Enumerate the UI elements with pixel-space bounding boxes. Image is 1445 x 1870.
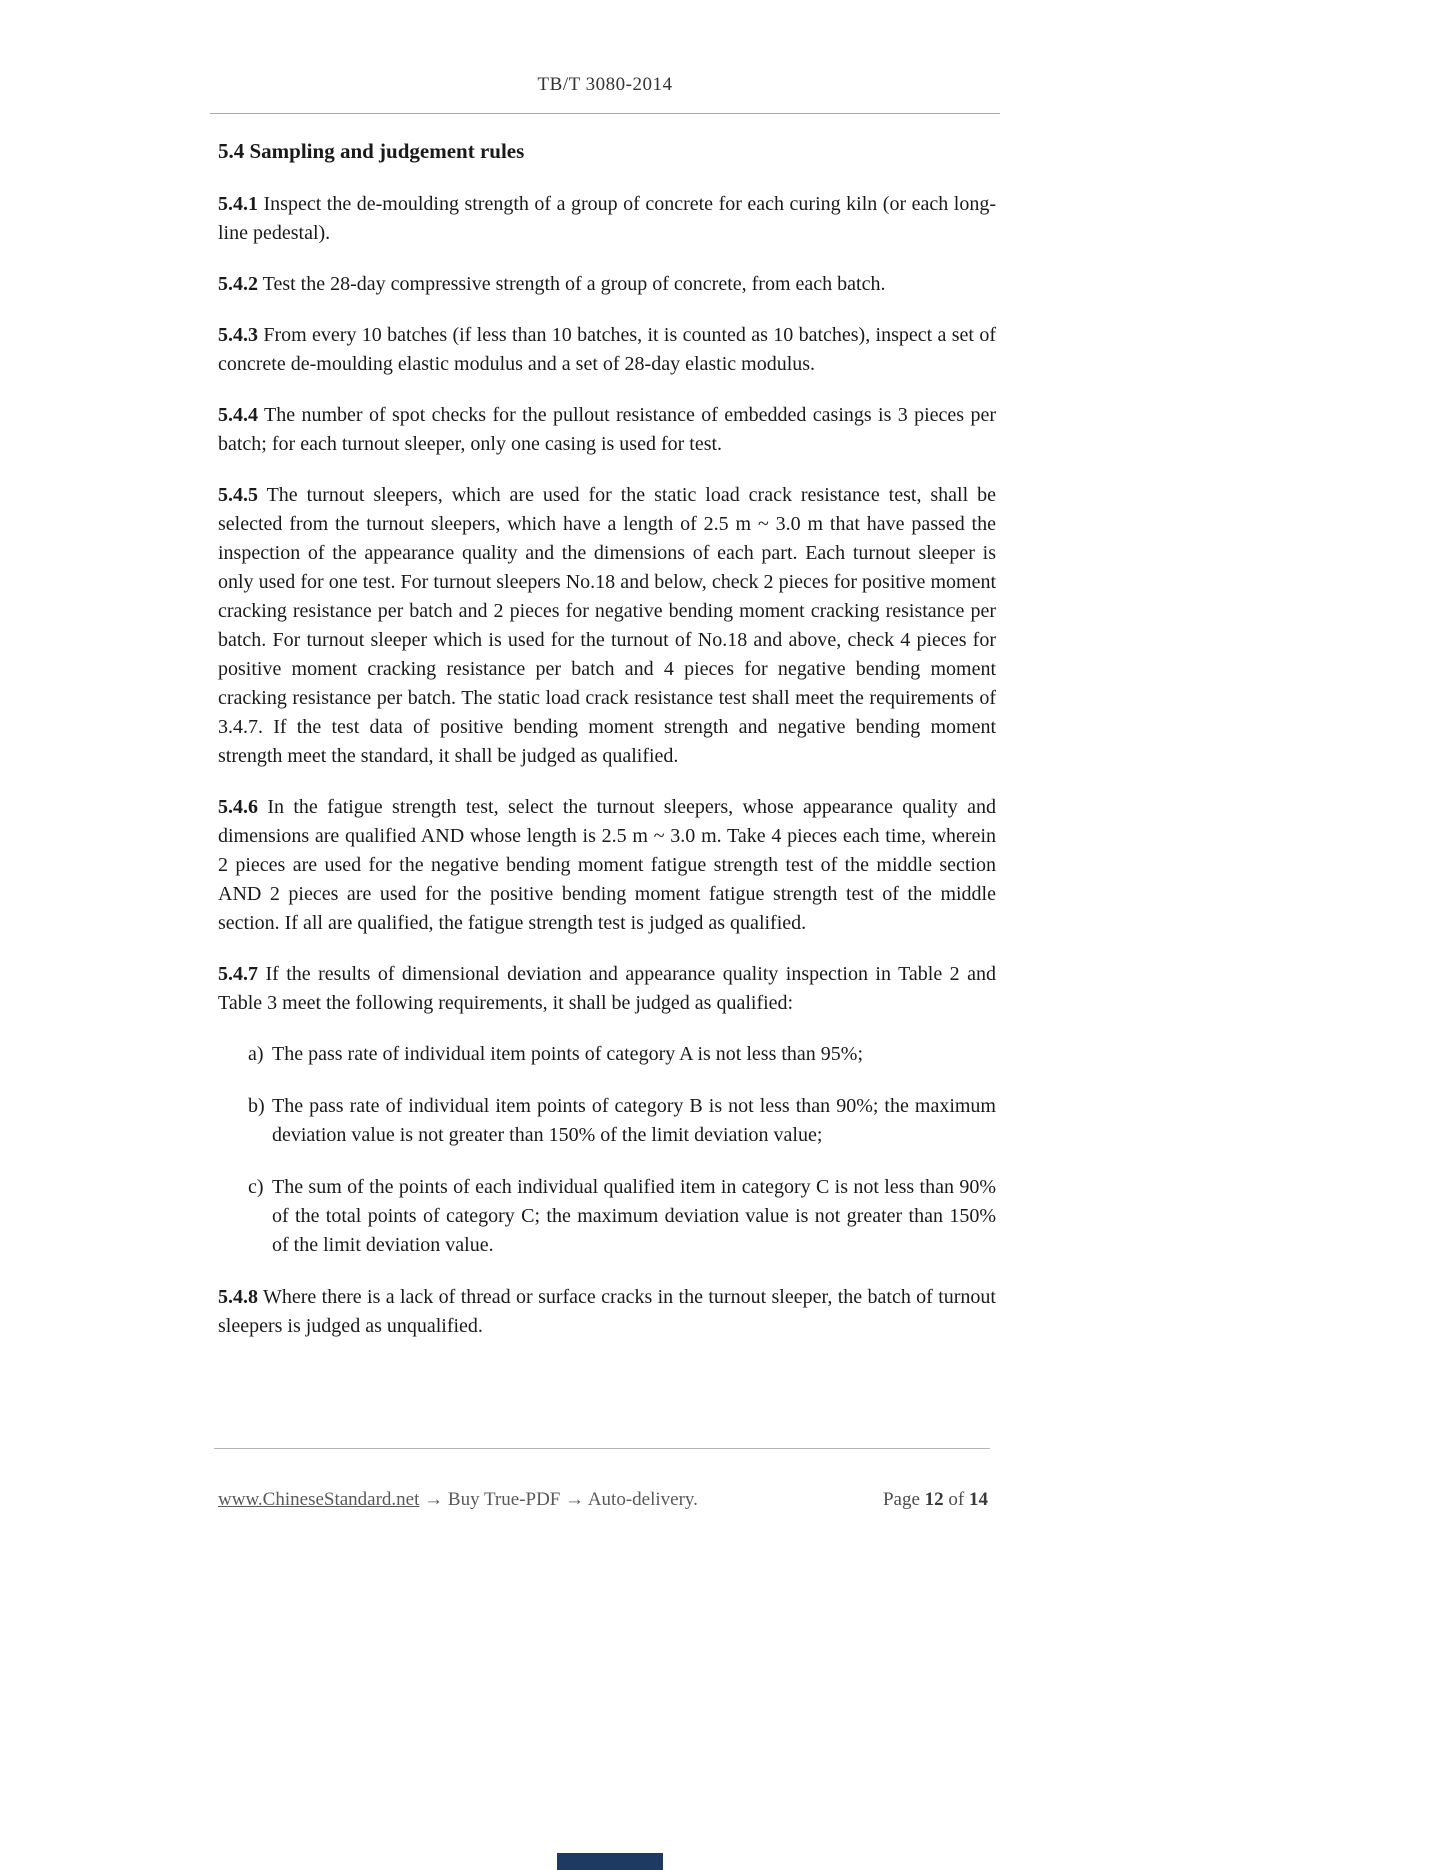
section-heading: 5.4 Sampling and judgement rules (218, 139, 525, 163)
document-body (218, 137, 996, 1363)
page-number: 12 (924, 1489, 944, 1510)
list-item-b (218, 1092, 996, 1150)
list-marker: a) (248, 1043, 264, 1065)
clause-5-4-6 (218, 793, 996, 938)
page-header (210, 74, 1000, 96)
footer-delivery-label: Auto-delivery. (587, 1489, 698, 1510)
header-divider (210, 113, 1000, 114)
footer-divider (214, 1448, 990, 1449)
list-item-a (218, 1040, 996, 1069)
footer-buy-label: Buy True-PDF (447, 1489, 561, 1510)
clause-text: In the fatigue strength test, select the turnout sleepers, whose appearance quality and dimensions are qualified AND whose length is 2.5 m ~ 3.0 m. Take 4 pieces each time, wherein 2 pieces are used for the negative bending moment fatigue strength test of the middle section AND 2 pieces are used for the positive bending moment fatigue strength test of the middle section. If all are qualified, the fatigue strength test is judged as qualified. (218, 796, 996, 934)
footer-source-line (218, 1489, 698, 1511)
next-page-edge-artifact (557, 1853, 663, 1870)
clause-number: 5.4.2 (218, 273, 258, 295)
list-item-text: The pass rate of individual item points of category A is not less than 95%; (272, 1043, 864, 1065)
clause-5-4-4 (218, 401, 996, 459)
clause-number: 5.4.1 (218, 193, 258, 215)
clause-text: Test the 28-day compressive strength of a group of concrete, from each batch. (262, 273, 886, 295)
clause-5-4-2 (218, 270, 996, 299)
arrow-icon: → (565, 1489, 585, 1510)
page-indicator (883, 1489, 988, 1511)
list-item-c (218, 1173, 996, 1260)
arrow-icon: → (424, 1489, 444, 1510)
clause-5-4-7 (218, 960, 996, 1018)
clause-5-4-8 (218, 1283, 996, 1341)
list-item-text: The sum of the points of each individual qualified item in category C is not less than 90% of the total points of category C; the maximum deviation value is not greater than 150% of the limit deviation value. (272, 1176, 996, 1256)
clause-text: The turnout sleepers, which are used for the static load crack resistance test, shall be selected from the turnout sleepers, which have a length of 2.5 m ~ 3.0 m that have passed the inspection of the appearance quality and the dimensions of each part. Each turnout sleeper is only used for one test. For turnout sleepers No.18 and below, check 2 pieces for positive moment cracking resistance per batch and 2 pieces for negative bending moment cracking resistance per batch. For turnout sleeper which is used for the turnout of No.18 and above, check 4 pieces for positive moment cracking resistance per batch and 4 pieces for negative bending moment cracking resistance per batch. The static load crack resistance test shall meet the requirements of 3.4.7. If the test data of positive bending moment strength and negative bending moment strength meet the standard, it shall be judged as qualified. (218, 484, 996, 767)
clause-text: If the results of dimensional deviation and appearance quality inspection in Table 2 and Table 3 meet the following requirements, it shall be judged as qualified: (218, 963, 997, 1014)
page-footer (218, 1489, 988, 1511)
clause-5-4-3 (218, 321, 996, 379)
clause-number: 5.4.6 (218, 796, 258, 818)
page-total: 14 (969, 1489, 988, 1510)
list-marker: b) (248, 1095, 265, 1117)
clause-text: From every 10 batches (if less than 10 batches, it is counted as 10 batches), inspect a set of concrete de-moulding elastic modulus and a set of 28-day elastic modulus. (218, 324, 996, 375)
clause-number: 5.4.3 (218, 324, 258, 346)
clause-number: 5.4.5 (218, 484, 258, 506)
clause-5-4-5 (218, 481, 996, 771)
of-word: of (948, 1489, 965, 1510)
page-word: Page (882, 1489, 920, 1510)
document-number: TB/T 3080-2014 (537, 74, 673, 95)
clause-5-4-1 (218, 190, 996, 248)
list-item-text: The pass rate of individual item points of category B is not less than 90%; the maximum deviation value is not greater than 150% of the limit deviation value; (272, 1095, 996, 1146)
clause-number: 5.4.7 (218, 963, 258, 985)
clause-number: 5.4.8 (218, 1286, 258, 1308)
clause-text: Where there is a lack of thread or surface cracks in the turnout sleeper, the batch of turnout sleepers is judged as unqualified. (218, 1286, 996, 1337)
clause-number: 5.4.4 (218, 404, 258, 426)
list-marker: c) (248, 1176, 264, 1198)
footer-site-link[interactable]: www.ChineseStandard.net (218, 1489, 420, 1510)
clause-text: Inspect the de-moulding strength of a group of concrete for each curing kiln (or each long-line pedestal). (218, 193, 996, 244)
clause-text: The number of spot checks for the pullout resistance of embedded casings is 3 pieces per batch; for each turnout sleeper, only one casing is used for test. (218, 404, 996, 455)
